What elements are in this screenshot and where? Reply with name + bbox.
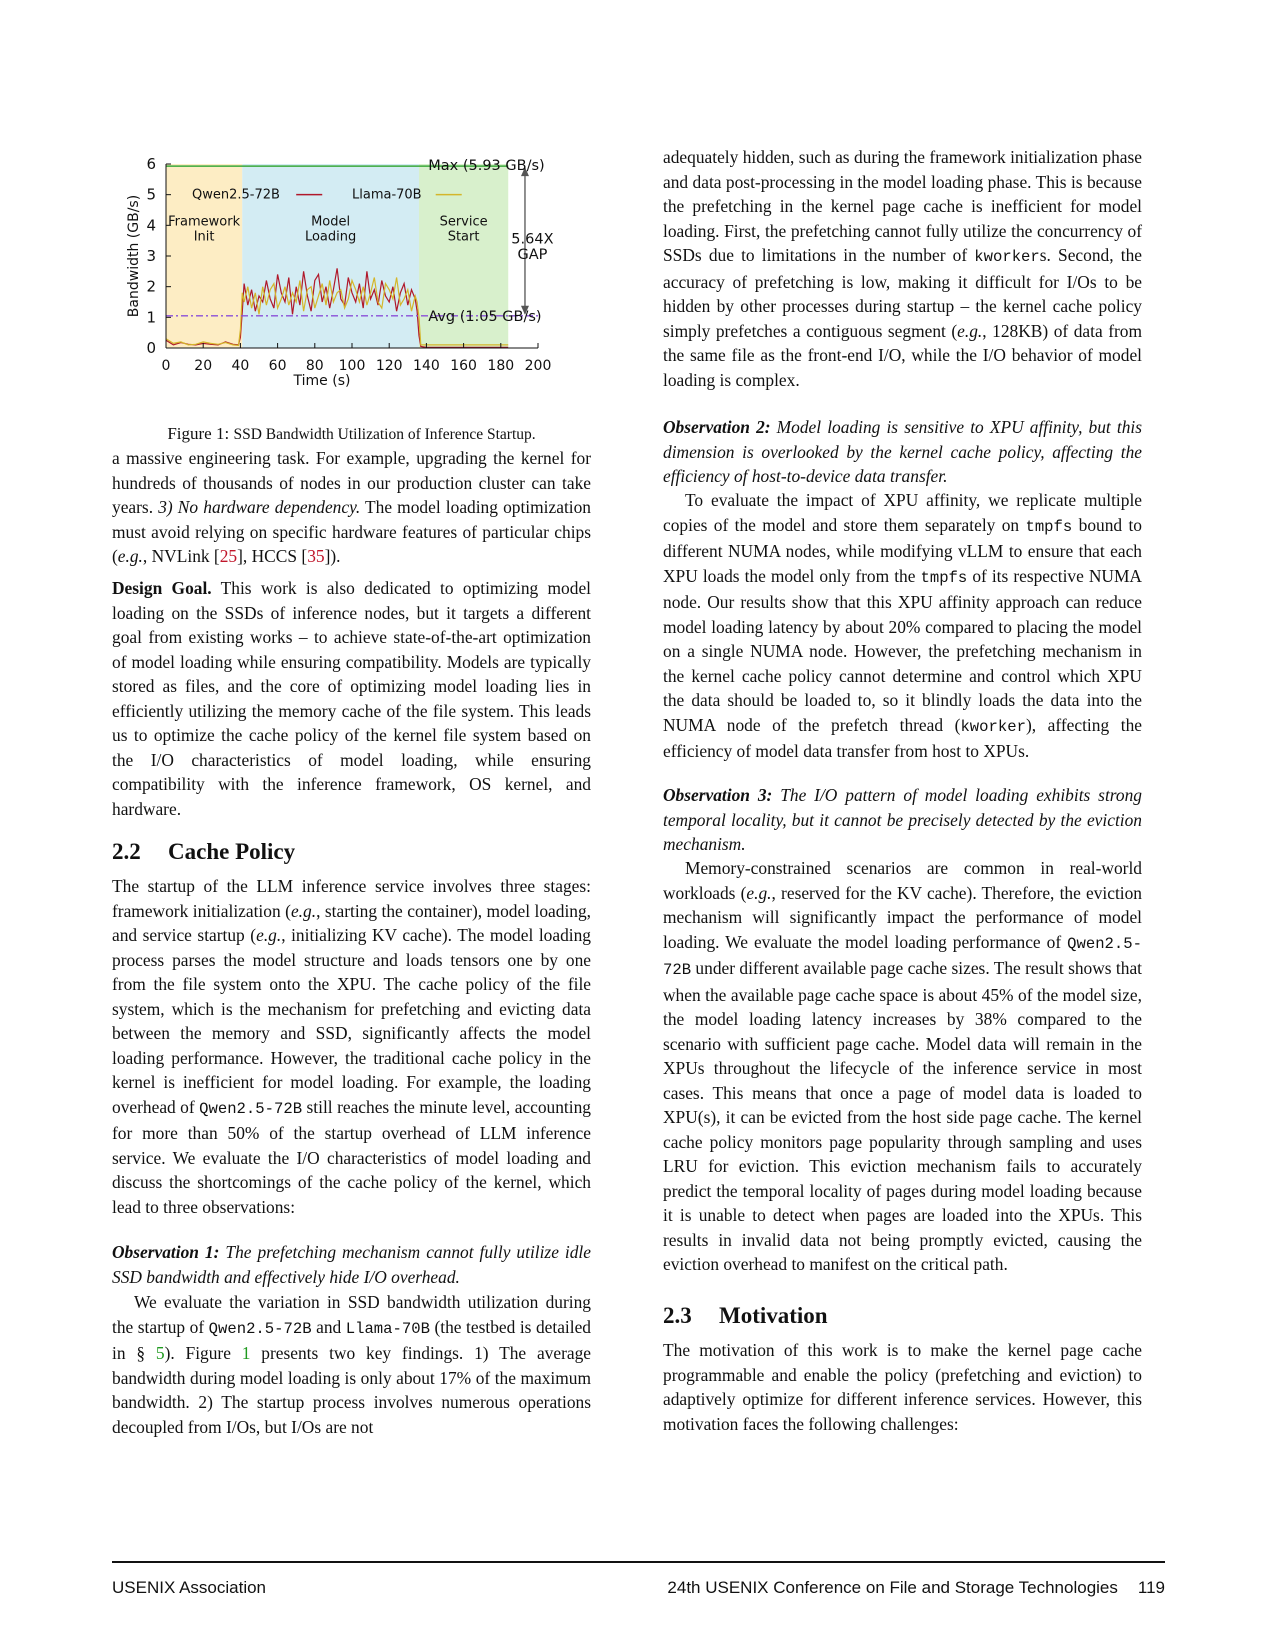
text-run: (the testbed is detailed in §: [112, 1316, 591, 1363]
figure-caption-text: SSD Bandwidth Utilization of Inference Startup.: [233, 426, 536, 443]
code-term: Qwen2.5-72B: [663, 934, 1142, 979]
section-number: 2.3: [663, 1303, 692, 1328]
x-tick-label: 180: [487, 358, 515, 374]
italic-text: The prefetching mechanism cannot fully utilize idle SSD bandwidth and effectively hide I/O overhead.: [112, 1242, 591, 1287]
max-label: Max (5.93 GB/s): [428, 158, 545, 175]
section-number: 2.2: [112, 839, 141, 864]
x-tick-label: 20: [194, 358, 213, 374]
figure-caption: [112, 424, 591, 444]
code-term: Qwen2.5-72B: [199, 1099, 303, 1118]
citation-ref: 25: [219, 546, 238, 566]
region-label: Init: [193, 229, 215, 245]
paragraph: [112, 1290, 591, 1439]
text-run: The model loading optimization must avoid relying on specific hardware features of particular chips (: [112, 497, 591, 566]
region-label: Service: [439, 214, 488, 230]
footer-venue: USENIX Association: [112, 1578, 267, 1597]
text-run: The motivation of this work is to make the kernel page cache programmable and enable the policy (prefetching and eviction) to adaptively optimize for different inference services. However, this motivation faces the following challenges:: [663, 1340, 1142, 1434]
text-run: bound to different NUMA nodes, while modifying vLLM to ensure that each XPU loads the model only from the: [663, 514, 1142, 586]
region-label: Framework: [168, 214, 241, 230]
text-run: and: [311, 1316, 346, 1337]
x-tick-label: 160: [450, 358, 477, 374]
x-tick-label: 120: [375, 358, 403, 374]
text-run: This work is also dedicated to optimizing model loading on the SSDs of inference nodes, but it targets a different goal from existing works – to achieve state-of-the-art optimization of model loading while ensuring compatibility. Models are typically stored as files, and the core of optimizing model loading lies in efficiently utilizing the memory cache of the file system. This leads us to optimize the cache policy of the kernel file system based on the I/O characteristics of model loading, while ensuring compatibility with the inference framework, OS kernel, and hardware.: [112, 578, 591, 819]
gap-label: 5.64X: [511, 231, 554, 248]
italic-text: e.g.: [290, 900, 317, 921]
citation-ref: 35: [307, 546, 325, 566]
text-run: , NVLink [: [142, 546, 220, 566]
x-tick-label: 200: [524, 358, 552, 374]
text-run: ). Figure: [164, 1343, 242, 1363]
gap-label: GAP: [517, 247, 548, 264]
paragraph: [663, 488, 1142, 764]
cross-ref: 5: [155, 1343, 165, 1363]
x-tick-label: 140: [413, 358, 440, 374]
plot-area: [126, 155, 554, 389]
x-tick-label: 40: [231, 358, 250, 374]
figure-1-chart: [118, 152, 578, 402]
section-title: Cache Policy: [168, 839, 296, 864]
y-tick-label: 2: [146, 277, 156, 296]
observation-1: [112, 1240, 591, 1289]
observation-label: Observation 2:: [663, 417, 771, 437]
paragraph: [112, 446, 591, 569]
observation-label: Observation 1:: [112, 1242, 220, 1262]
code-term: kworker: [960, 717, 1026, 736]
text-run: , starting the container), model loading, and service startup (: [112, 900, 592, 945]
y-tick-label: 5: [146, 185, 156, 204]
text-run: , initializing KV cache). The model loading process parses the model structure and loads tensors one by one from the file system onto the XPU. The cache policy of the file system, which is the mechanism for prefetching and evicting data between the memory and SSD, significantly affects the model loading performance. However, the traditional cache policy in the kernel is inefficient for model loading. For example, the loading overhead of: [112, 925, 591, 1117]
figure-caption-label: Figure 1:: [167, 424, 230, 443]
footer-conference-name: 24th USENIX Conference on File and Storage Technologies: [667, 1578, 1118, 1597]
italic-text: e.g.: [256, 925, 282, 945]
y-tick-label: 1: [146, 308, 156, 327]
text-run: of its respective NUMA node. Our results show that this XPU affinity approach can reduce model loading latency by about 20% compared to placing the model on a single NUMA node. However, the prefetching mechanism in the kernel cache policy cannot determine and control which XPU the data should be loaded to, so it blindly loads the data into the NUMA node of the prefetch thread (: [663, 565, 1142, 735]
observation-2: [663, 415, 1142, 489]
legend-label: Qwen2.5-72B: [192, 187, 280, 203]
text-run: ), affecting the efficiency of model data transfer from host to XPUs.: [663, 714, 1142, 761]
text-run: ]).: [324, 546, 341, 566]
italic-text: Model loading is sensitive to XPU affinity, but this dimension is overlooked by the kernel cache policy, affecting the efficiency of host-to-device data transfer.: [663, 417, 1142, 486]
legend-label: Llama-70B: [352, 187, 422, 203]
italic-text: The I/O pattern of model loading exhibits strong temporal locality, but it cannot be precisely detected by the eviction mechanism.: [663, 785, 1142, 854]
y-axis-label: Bandwidth (GB/s): [126, 194, 142, 318]
observation-3: [663, 783, 1142, 857]
y-tick-label: 3: [146, 247, 156, 265]
italic-text: e.g.: [746, 882, 772, 903]
section-heading-2-2: [112, 840, 295, 865]
y-tick-label: 6: [146, 155, 156, 173]
text-run: ], HCCS [: [237, 546, 308, 566]
text-run: Memory-constrained scenarios are common in real-world workloads (: [663, 858, 1142, 903]
design-goal-paragraph: [112, 576, 591, 821]
text-run: under different available page cache sizes. The result shows that when the available page cache space is about 45% of the model size, the model loading latency increases by 38% compared to the scenario with sufficient page cache. Model data will remain in the XPUs throughout the lifecycle of the inference service in most cases. This means that once a page of model data is loaded to XPU(s), it can be evicted from the host side page cache. The kernel cache policy monitors page popularity through sampling and uses LRU for eviction. This eviction mechanism fails to accurately predict the temporal locality of pages during model loading because it is unable to detect when pages are loaded into the XPUs. This results in invalid data not being promptly evicted, causing the eviction overhead to manifest on the critical path.: [663, 958, 1142, 1274]
paragraph: [112, 874, 591, 1219]
y-tick-label: 4: [146, 216, 156, 235]
x-tick-label: 80: [305, 358, 324, 374]
section-heading-2-3: [663, 1304, 828, 1329]
x-tick-label: 100: [338, 358, 366, 374]
code-term: kworker: [974, 248, 1040, 266]
text-run: adequately hidden, such as during the framework initialization phase and data post-processing in the model loading phase. This is because the prefetching in the kernel page cache is inefficient for model loading. First, the prefetching cannot fully utilize the concurrency of SSDs due to limitations in the number of: [663, 147, 1142, 265]
y-tick-label: 0: [146, 339, 156, 357]
paragraph: [663, 1338, 1142, 1436]
bold-text: Design Goal.: [112, 578, 212, 598]
x-tick-label: 0: [161, 358, 171, 374]
code-term: Qwen2.5-72B: [208, 1319, 312, 1338]
text-run: The startup of the LLM inference service involves three stages: framework initialization (: [112, 876, 591, 921]
avg-label: Avg (1.05 GB/s): [428, 308, 542, 325]
italic-text: e.g.: [957, 320, 983, 341]
observation-label: Observation 3:: [663, 785, 773, 805]
text-run: still reaches the minute level, accounting for more than 50% of the startup overhead of LLM inference service. We evaluate the I/O characteristics of model loading and discuss the shortcomings of the cache policy of the kernel, which lead to three observations:: [112, 1096, 591, 1217]
text-run: , reserved for the KV cache). Therefore, the eviction mechanism will significantly impact the performance of model loading. We evaluate the model loading performance of: [663, 882, 1143, 952]
paragraph: [663, 145, 1142, 392]
footer-rule: [112, 1561, 1165, 1563]
code-term: tmpfs: [1025, 517, 1073, 536]
paragraph: [663, 856, 1142, 1277]
region-label: Loading: [304, 229, 357, 245]
text-run: presents two key findings. 1) The average bandwidth during model loading is only about 17% of the maximum bandwidth. 2) The startup process involves numerous operations decoupled from I/Os, but I/Os are not: [112, 1343, 592, 1437]
region-label: Start: [447, 229, 480, 245]
section-title: Motivation: [719, 1303, 828, 1328]
text-run: , 128KB) of data from the same file as the front-end I/O, while the I/O behavior of model loading is complex.: [663, 320, 1143, 390]
footer-conference: [667, 1578, 1165, 1598]
x-tick-label: 60: [268, 358, 287, 374]
x-axis-label: Time (s): [293, 373, 351, 389]
code-term: Llama-70B: [345, 1319, 430, 1338]
italic-text: 3) No hardware dependency.: [158, 497, 361, 517]
cross-ref: 1: [241, 1343, 251, 1363]
page-number: 119: [1137, 1578, 1165, 1597]
code-term: tmpfs: [920, 568, 968, 587]
text-run: To evaluate the impact of XPU affinity, we replicate multiple copies of the model and store them separately on: [663, 490, 1142, 535]
text-run: a massive engineering task. For example, upgrading the kernel for hundreds of thousands of nodes in our production cluster can take years.: [112, 448, 591, 517]
text-run: We evaluate the variation in SSD bandwidth utilization during the startup of: [112, 1292, 591, 1337]
text-run: s. Second, the accuracy of prefetching is low, making it difficult for I/Os to be hidden by other processes during startup – the kernel cache policy simply prefetches a contiguous segment (: [663, 245, 1142, 341]
italic-text: e.g.: [117, 546, 143, 566]
region-label: Model: [311, 214, 351, 230]
